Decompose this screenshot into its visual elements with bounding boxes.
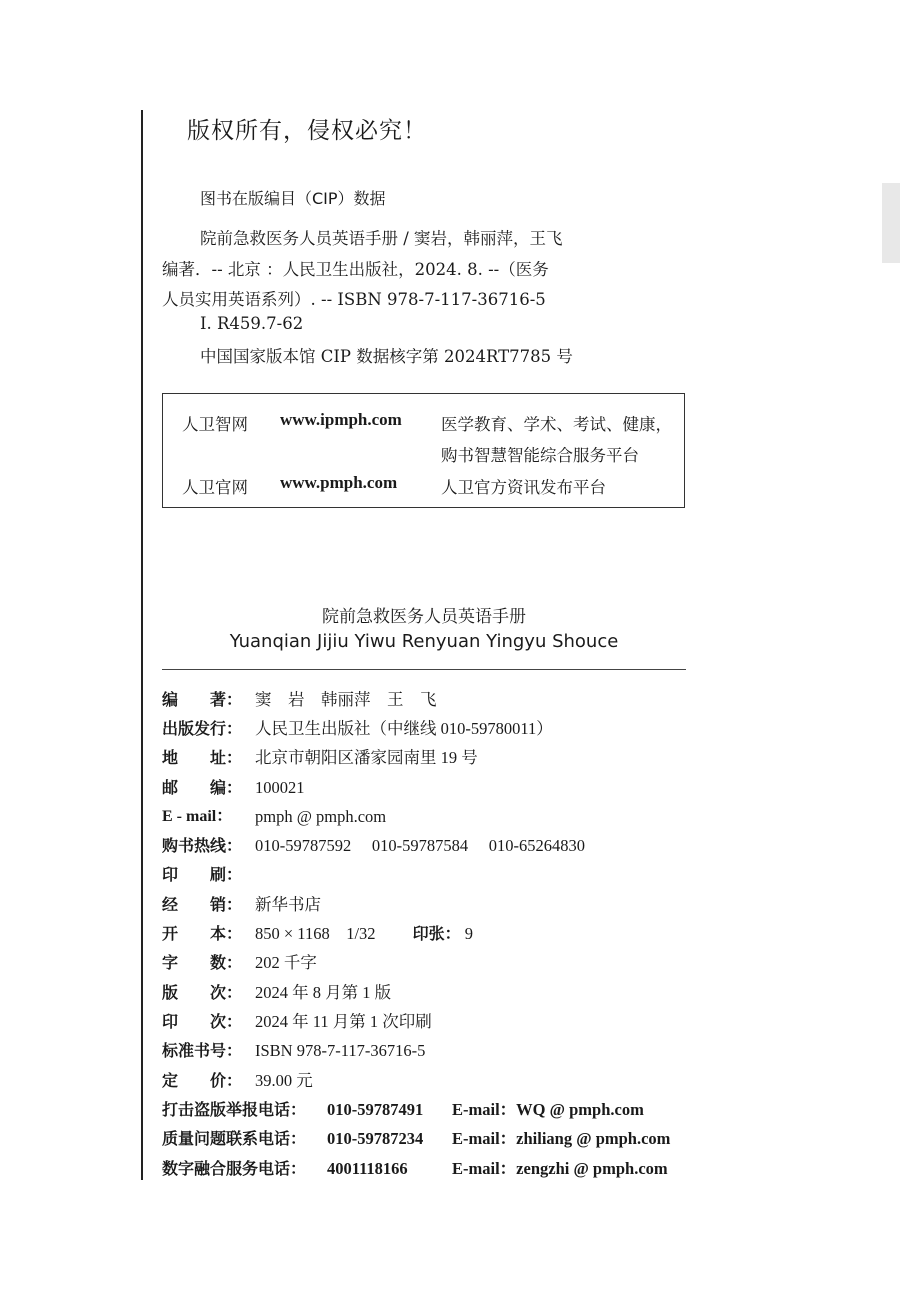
hotline-label: 购书热线： [162, 836, 243, 855]
price-value: 39.00 元 [255, 1071, 313, 1090]
postcode-label: 邮 编： [162, 778, 243, 797]
digital-phone: 4001118166 [327, 1159, 408, 1178]
quality-mail-group [452, 1127, 670, 1151]
piracy-mail[interactable]: WQ @ pmph.com [516, 1100, 644, 1119]
printer-label: 印 刷： [162, 865, 243, 884]
quality-label: 质量问题联系电话： [162, 1129, 307, 1148]
wordcount-value: 202 千字 [255, 953, 317, 972]
cip-title: 图书在版编目（CIP）数据 [200, 189, 386, 208]
email-label: E - mail： [162, 808, 233, 825]
copyright-notice: 版权所有，侵权必究！ [187, 118, 427, 144]
publisher-label: 出版发行： [162, 719, 243, 738]
postcode-value: 100021 [255, 778, 305, 797]
distributor-value: 新华书店 [255, 895, 321, 914]
digital-mail-label: E-mail： [452, 1159, 517, 1178]
address-label: 地 址： [162, 748, 243, 767]
publisher-value: 人民卫生出版社（中继线 010-59780011） [255, 719, 553, 738]
digital-mail-group [452, 1157, 668, 1181]
edition-value: 2024 年 8 月第 1 版 [255, 983, 392, 1002]
author-value: 窦 岩 韩丽萍 王 飞 [255, 690, 437, 709]
site-url-ipmph[interactable]: www.ipmph.com [280, 410, 402, 429]
book-title: 院前急救医务人员英语手册 [322, 607, 526, 627]
printing-value: 2024 年 11 月第 1 次印刷 [255, 1012, 432, 1031]
sheets-value: 9 [464, 924, 474, 943]
address-value: 北京市朝阳区潘家园南里 19 号 [255, 748, 478, 767]
piracy-label: 打击盗版举报电话： [162, 1100, 307, 1119]
cip-line-1: 院前急救医务人员英语手册 / 窦岩，韩丽萍，王飞 [200, 229, 563, 248]
piracy-phone: 010-59787491 [327, 1100, 424, 1119]
page-edge-tab [882, 183, 900, 263]
isbn-value: ISBN 978-7-117-36716-5 [255, 1041, 426, 1060]
email-value[interactable]: pmph @ pmph.com [255, 807, 387, 826]
cip-line-4: Ⅰ. R459.7-62 [200, 314, 304, 333]
sheets-label: 印张： [412, 924, 461, 943]
quality-mail[interactable]: zhiliang @ pmph.com [516, 1129, 671, 1148]
digital-label: 数字融合服务电话： [162, 1159, 307, 1178]
website-box [162, 393, 685, 508]
cip-line-2: 编著．-- 北京 ：人民卫生出版社，2024. 8. --（医务 [162, 260, 549, 279]
edition-label: 版 次： [162, 983, 243, 1002]
site-desc-ipmph-2: 购书智慧智能综合服务平台 [441, 446, 639, 465]
format-value-group [255, 922, 473, 946]
cip-line-3: 人员实用英语系列）. -- ISBN 978-7-117-36716-5 [162, 290, 546, 309]
format-label: 开 本： [162, 924, 243, 943]
distributor-label: 经 销： [162, 895, 243, 914]
printing-label: 印 次： [162, 1012, 243, 1031]
author-label: 编 著： [162, 690, 243, 709]
site-name-ipmph: 人卫智网 [182, 415, 248, 434]
book-pinyin: Yuanqian Jijiu Yiwu Renyuan Yingyu Shouce [229, 631, 619, 652]
quality-mail-label: E-mail： [452, 1129, 517, 1148]
format-value: 850 × 1168 1/32 [255, 924, 409, 943]
hotline-value: 010-59787592 010-59787584 010-65264830 [255, 836, 585, 855]
price-label: 定 价： [162, 1071, 243, 1090]
quality-phone: 010-59787234 [327, 1129, 424, 1148]
piracy-mail-group [452, 1098, 644, 1122]
isbn-label: 标准书号： [162, 1041, 243, 1060]
wordcount-label: 字 数： [162, 953, 243, 972]
site-desc-ipmph-1: 医学教育、学术、考试、健康， [441, 415, 672, 434]
piracy-mail-label: E-mail： [452, 1100, 517, 1119]
left-margin-rule [141, 110, 143, 1180]
site-name-pmph: 人卫官网 [182, 478, 248, 497]
cip-line-5: 中国国家版本馆 CIP 数据核字第 2024RT7785 号 [200, 347, 573, 366]
site-url-pmph[interactable]: www.pmph.com [280, 473, 398, 492]
site-desc-pmph: 人卫官方资讯发布平台 [441, 478, 606, 497]
digital-mail[interactable]: zengzhi @ pmph.com [516, 1159, 668, 1178]
section-divider [162, 669, 686, 670]
